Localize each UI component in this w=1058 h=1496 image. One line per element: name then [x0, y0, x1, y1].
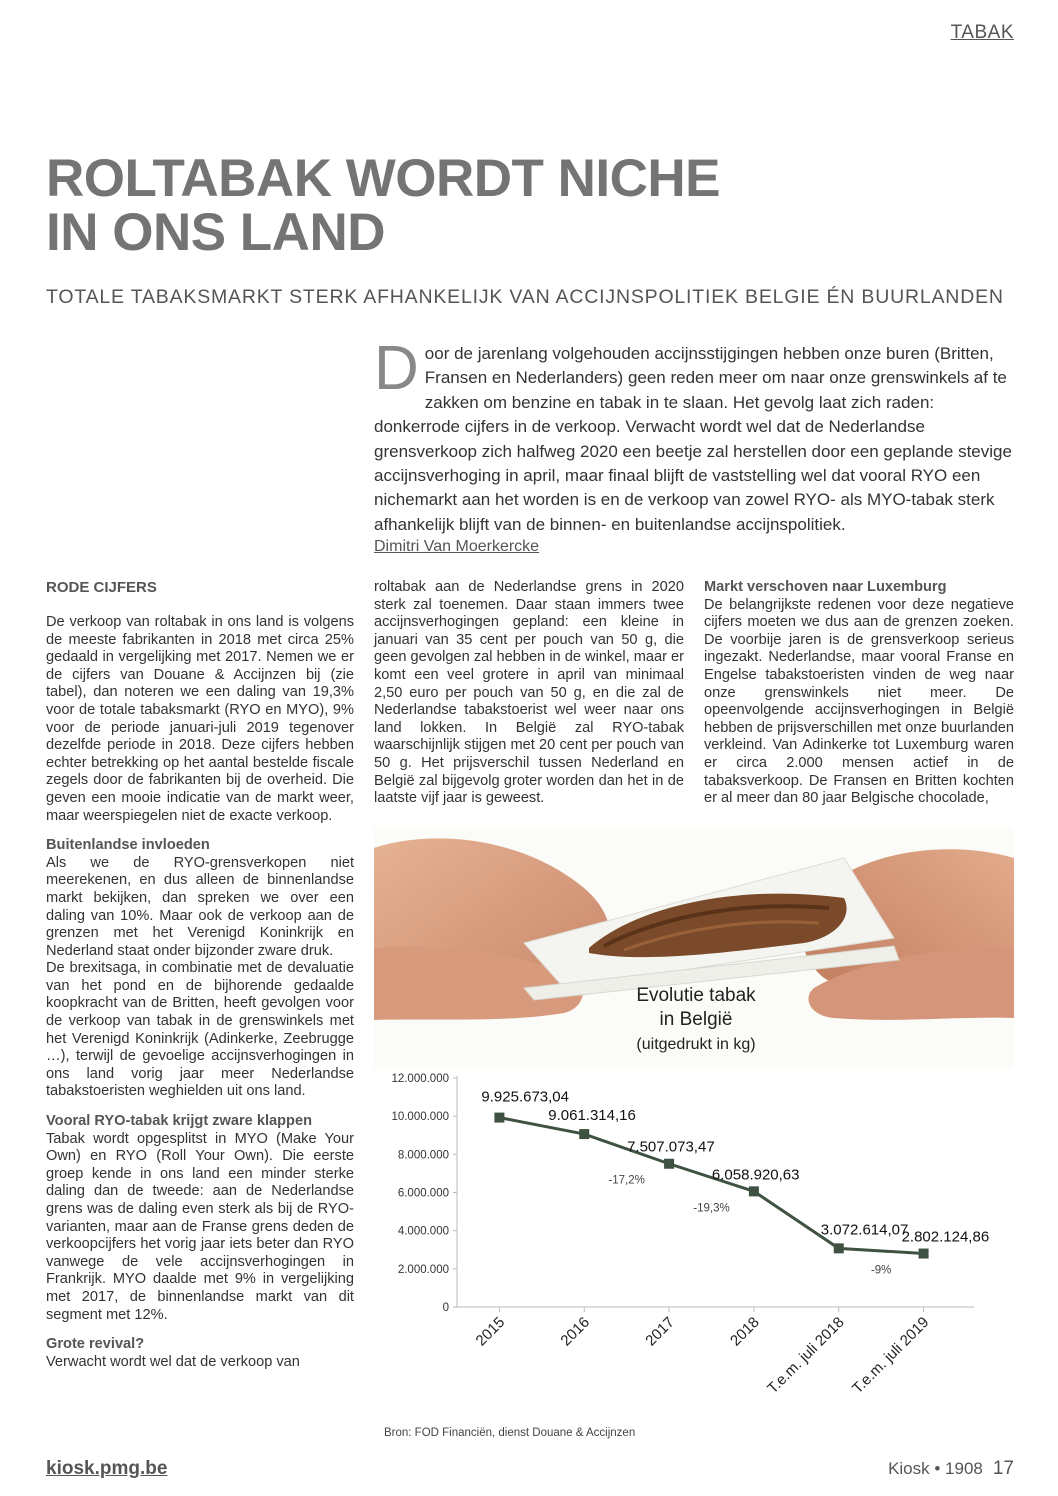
chart-title-line-2: in België — [659, 1009, 733, 1030]
intro-paragraph — [374, 334, 1014, 537]
intro-text: oor de jarenlang volgehouden accijnsstijgingen hebben onze buren (Britten, Fransen en Nederlanders) geen reden meer om naar onze grenswinkels af te zakken om benzine en tabak in te slaan. Het gevolg laat zich raden: donkerrode cijfers in de verkoop. Verwacht wordt wel dat de Nederlandse grensverkoop zich halfweg 2020 een beetje zal herstellen door een geplande stevige accijnsverhoging in april, maar finaal blijft de vaststelling wel dat vooral RYO een nichemarkt aan het worden is en de verkoop van zowel RYO- als MYO-tabak sterk afhankelijk blijft van de binnen- en buitenlandse accijnspolitiek. — [374, 344, 1012, 534]
y-tick-label: 12.000.000 — [391, 1073, 449, 1085]
data-label: 2.802.124,86 — [901, 1228, 990, 1246]
data-label: 3.072.614,07 — [820, 1221, 909, 1239]
change-annotation: -9% — [870, 1264, 892, 1277]
data-label: 6.058.920,63 — [711, 1166, 800, 1184]
headline-line-1: ROLTABAK WORDT NICHE — [46, 149, 721, 208]
chart-title-line-1: Evolutie tabak — [636, 985, 756, 1006]
footer-issue-label: Kiosk • 1908 — [888, 1459, 983, 1478]
chart-subtitle: (uitgedrukt in kg) — [636, 1036, 756, 1053]
data-point-marker — [749, 1186, 759, 1196]
paragraph: Tabak wordt opgesplitst in MYO (Make Your Own) en RYO (Roll Your Own). Die eerste groep kende in ons land een minder sterke daling dan de tweede: aan de Nederlandse grens was de daling even sterk als bij de RYO-varianten, maar aan de Franse grens deden de verkoopcijfers het vorig jaar iets beter dan RYO vanwege de vele accijnsverhogingen in Frankrijk. MYO daalde met 9% in vergelijking met 2017, de binnenlandse markt van dit segment met 12%. — [46, 1130, 354, 1323]
y-tick-label: 0 — [442, 1302, 449, 1314]
section-heading-buitenlandse-invloeden: Buitenlandse invloeden — [46, 837, 210, 854]
footer-issue — [888, 1458, 1014, 1480]
footer-site-link[interactable]: kiosk.pmg.be — [46, 1458, 168, 1479]
paragraph: Als we de RYO-grensverkopen niet meerekenen, en dus alleen de binnenlandse markt bekijken, dan spreken we over een daling van 10%. Maar ook de verkoop aan de grenzen met het Verenigd Koninkrijk en Nederland staat onder bijzonder zware druk. — [46, 854, 354, 959]
y-tick-label: 6.000.000 — [397, 1187, 449, 1200]
section-heading-ryo-tabak: Vooral RYO-tabak krijgt zware klappen — [46, 1113, 313, 1130]
tobacco-evolution-chart — [374, 975, 1014, 1425]
section-heading-rode-cijfers: RODE CIJFERS — [46, 579, 157, 596]
data-label: 9.061.314,16 — [548, 1107, 636, 1125]
section-heading-grote-revival: Grote revival? — [46, 1336, 145, 1353]
headline-line-2: IN ONS LAND — [46, 203, 385, 262]
data-point-marker — [834, 1243, 844, 1253]
paragraph: roltabak aan de Nederlandse grens in 2020 sterk zal toenemen. Daar staan immers twee accijnsverhogingen gepland: een kleine in januari van 35 cent per pouch van 50 g, die geen gevolgen zal hebben in de winkel, maar er komt een veel grotere in april van minimaal 2,50 euro per pouch van 50 g, en die zal de Nederlandse tabakstoerist wel weer naar ons land lokken. In België zal RYO-tabak waarschijnlijk stijgen met 20 cent per pouch van 50 g. Het prijsverschil tussen Nederland en België zal bijgevolg groter worden dan het in de laatste vijf jaar is geweest. — [374, 579, 684, 807]
author-byline[interactable]: Dimitri Van Moerkercke — [374, 538, 540, 555]
change-annotation: -19,3% — [693, 1202, 730, 1215]
x-tick-label: T.e.m. juli 2018 — [764, 1313, 848, 1398]
y-tick-label: 10.000.000 — [391, 1111, 449, 1124]
headline — [46, 149, 746, 262]
x-tick-label: 2018 — [727, 1313, 763, 1350]
paragraph: De verkoop van roltabak in ons land is volgens de meeste fabrikanten in 2018 met circa 25% gedaald in vergelijking met 2017. Nemen we er de cijfers van Douane & Accijnzen bij (zie tabel), dan noteren we een daling van 19,3% voor de totale tabaksmarkt (RYO en MYO), 9% voor de periode januari-juli 2019 tegenover dezelfde periode in 2018. Deze cijfers hebben echter betrekking op het aantal bestelde fiscale zegels door de fabrikanten bij de overheid. Die geven een mooie indicatie van de markt weer, maar weerspiegelen niet de exacte verkoop. — [46, 614, 354, 824]
data-label: 7.507.073,47 — [627, 1138, 715, 1156]
paragraph: De brexitsaga, in combinatie met de devaluatie van het pond en de bijhorende gedaalde koopkracht van de Britten, heeft gevolgen voor de verkoop van tabak in de grenswinkels met het Verenigd Koninkrijk (Adinkerke, Zeebrugge …), terwijl de gevoelige accijnsverhogingen in ons land vorig jaar meer Nederlandse tabakstoeristen weghielden uit ons land. — [46, 960, 354, 1100]
column-3 — [704, 579, 1014, 808]
data-point-marker — [664, 1159, 674, 1169]
data-point-marker — [919, 1249, 929, 1259]
change-annotation: -17,2% — [608, 1174, 645, 1187]
section-tag: TABAK — [950, 22, 1014, 43]
section-heading-luxemburg: Markt verschoven naar Luxemburg — [704, 579, 947, 595]
x-tick-label: T.e.m. juli 2019 — [849, 1313, 933, 1398]
y-tick-label: 2.000.000 — [397, 1263, 449, 1276]
column-1 — [46, 579, 354, 1371]
data-point-marker — [494, 1113, 504, 1123]
x-tick-label: 2016 — [557, 1313, 594, 1350]
y-tick-label: 8.000.000 — [397, 1149, 449, 1162]
paragraph: Verwacht wordt wel dat de verkoop van — [46, 1353, 300, 1370]
column-2 — [374, 579, 684, 808]
data-label: 9.925.673,04 — [481, 1088, 570, 1106]
x-tick-label: 2017 — [642, 1313, 678, 1350]
page-number: 17 — [992, 1458, 1014, 1479]
subtitle: TOTALE TABAKSMARKT STERK AFHANKELIJK VAN ACCIJNSPOLITIEK BELGIE ÉN BUURLANDEN — [46, 286, 1004, 308]
chart-source: Bron: FOD Financiën, dienst Douane & Accijnzen — [384, 1427, 636, 1439]
y-tick-label: 4.000.000 — [397, 1225, 449, 1238]
x-tick-label: 2015 — [472, 1313, 509, 1350]
data-point-marker — [579, 1129, 589, 1139]
paragraph: De belangrijkste redenen voor deze negatieve cijfers moeten we dus aan de grenzen zoeken. De voorbije jaren is de grensverkoop serieus ingezakt. Nederlandse, maar vooral Franse en Engelse tabakstoeristen vinden de weg naar onze grenswinkels niet meer. De opeenvolgende accijnsverhogingen in België hebben de prijsverschillen met onze buurlanden verkleind. Van Adinkerke tot Luxemburg waren er circa 2.000 mensen actief in de tabaksverkoop. De Fransen en Britten kochten er al meer dan 80 jaar Belgische chocolade, — [704, 596, 1014, 807]
dropcap: D — [374, 334, 419, 403]
